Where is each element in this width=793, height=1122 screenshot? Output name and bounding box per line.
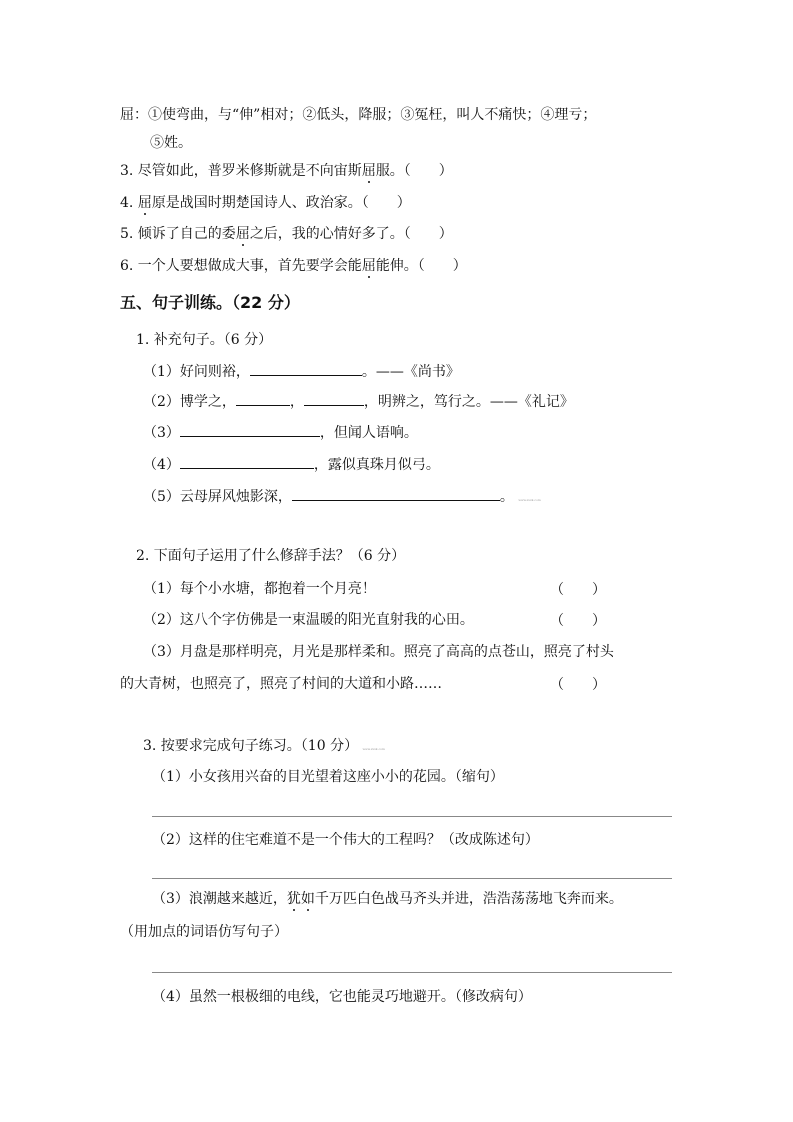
item-text: （2）博学之， <box>143 394 236 410</box>
item-text: 之后，我的心情好多了。（ ） <box>249 226 453 242</box>
emphasized-char: 屈 <box>137 195 152 211</box>
emphasized-char: 如 <box>300 891 315 907</box>
emphasized-char: 犹 <box>286 891 301 907</box>
definition-line: 屈：①使弯曲，与“伸”相对；②低头，降服；③冤枉，叫人不痛快；④理亏； <box>120 107 597 123</box>
item-text: （4） <box>143 457 180 473</box>
watermark-text: www.zxxk.com <box>518 498 541 502</box>
item-text: （1）好问则裕， <box>143 364 250 380</box>
item-text: ， <box>289 394 304 410</box>
item-text: （3） <box>143 425 180 441</box>
section-heading: 五、句子训练。（22 分） <box>120 293 300 312</box>
judge-item <box>120 256 467 276</box>
answer-paren[interactable]: （ ） <box>550 677 606 693</box>
item-text: ，明辨之，笃行之。——《礼记》 <box>363 394 574 410</box>
fill-item <box>143 454 440 475</box>
answer-blank[interactable] <box>180 422 320 437</box>
item-text: 千万匹白色战马齐头并进，浩浩荡荡地飞奔而来。 <box>314 891 623 907</box>
question-title: 2. 下面句子运用了什么修辞手法？（6 分） <box>136 548 406 564</box>
judge-item <box>120 193 411 213</box>
item-text: 。——《尚书》 <box>361 364 460 380</box>
answer-blank[interactable] <box>236 391 290 406</box>
rhetoric-item: （3）月盘是那样明亮，月光是那样柔和。照亮了高高的点苍山，照亮了村头 <box>143 644 614 660</box>
fill-item <box>143 391 574 412</box>
item-text: ，但闻人语响。 <box>319 425 418 441</box>
item-text: 5. 倾诉了自己的委 <box>120 226 236 242</box>
item-text: 4. <box>120 195 138 211</box>
question-title-text: 3. 按要求完成句子练习。（10 分） <box>143 738 359 754</box>
answer-blank[interactable] <box>304 391 364 406</box>
item-text: （3）浪潮越来越近， <box>152 891 287 907</box>
item-text: 6. 一个人要想做成大事，首先要学会能 <box>120 258 362 274</box>
item-text: 服。（ ） <box>375 163 453 179</box>
emphasized-char: 屈 <box>361 258 376 274</box>
judge-item <box>120 224 453 244</box>
definition-line: ⑤姓。 <box>150 135 192 151</box>
answer-blank[interactable] <box>180 454 314 469</box>
sentence-item: （2）这样的住宅难道不是一个伟大的工程吗？（改成陈述句） <box>152 832 539 848</box>
item-text: ，露似真珠月似弓。 <box>313 457 440 473</box>
item-text: 能伸。（ ） <box>375 258 467 274</box>
answer-paren[interactable]: （ ） <box>550 582 606 598</box>
answer-blank[interactable] <box>250 361 362 376</box>
sentence-item: （4）虽然一根极细的电线，它也能灵巧地避开。（修改病句） <box>152 989 532 1005</box>
watermark-text: www.zxxk.com <box>362 747 385 751</box>
item-text: 原是战国时期楚国诗人、政治家。（ ） <box>151 195 411 211</box>
item-text: 3. 尽管如此，普罗米修斯就是不向宙斯 <box>120 163 362 179</box>
fill-item <box>143 422 418 443</box>
emphasized-char: 屈 <box>361 163 376 179</box>
fill-item <box>143 361 460 382</box>
item-text: 。 <box>499 489 514 505</box>
sentence-item: （1）小女孩用兴奋的目光望着这座小小的花园。（缩句） <box>152 769 504 785</box>
sentence-item-cont: （用加点的词语仿写句子） <box>120 924 288 940</box>
rhetoric-item: （2）这八个字仿佛是一束温暖的阳光直射我的心田。 <box>143 612 474 628</box>
answer-line[interactable] <box>152 878 672 879</box>
answer-blank[interactable] <box>292 486 500 501</box>
item-text: （5）云母屏风烛影深， <box>143 489 292 505</box>
answer-line[interactable] <box>152 816 672 817</box>
question-title: 1. 补充句子。（6 分） <box>136 332 273 348</box>
rhetoric-item: （1）每个小水塘，都抱着一个月亮！ <box>143 581 376 597</box>
judge-item <box>120 161 453 181</box>
emphasized-char: 屈 <box>235 226 250 242</box>
answer-paren[interactable]: （ ） <box>550 613 606 629</box>
answer-line[interactable] <box>152 972 672 973</box>
sentence-item <box>152 889 623 909</box>
question-title <box>143 736 385 759</box>
fill-item <box>143 486 541 510</box>
rhetoric-item-cont: 的大青树，也照亮了，照亮了村间的大道和小路…… <box>120 676 442 692</box>
